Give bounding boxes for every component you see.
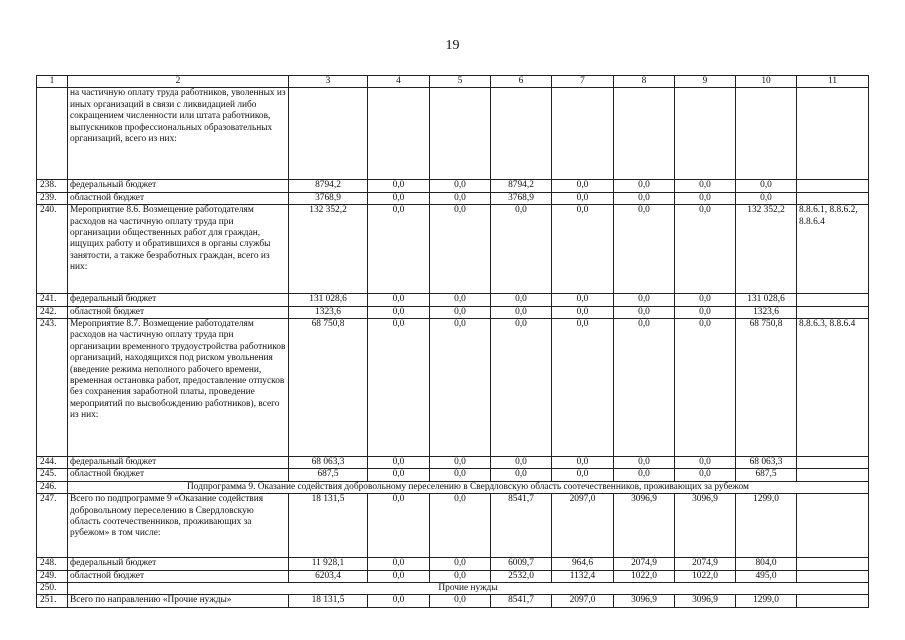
- year-2014-cell: 0,0: [368, 319, 430, 457]
- description-cell: федеральный бюджет: [68, 558, 289, 570]
- column-header: 1: [37, 76, 68, 88]
- column-header: 10: [736, 76, 797, 88]
- year-2014-cell: [368, 88, 430, 180]
- year-2017-cell: 0,0: [552, 457, 614, 469]
- year-2016-cell: [491, 88, 552, 180]
- year-2014-cell: 0,0: [368, 457, 430, 469]
- year-2017-cell: 0,0: [552, 192, 614, 204]
- year-2020-cell: 0,0: [736, 180, 797, 192]
- year-2018-cell: 1022,0: [614, 570, 675, 582]
- year-2020-cell: [736, 88, 797, 180]
- year-2019-cell: 3096,9: [675, 494, 736, 558]
- year-2016-cell: 8541,7: [491, 494, 552, 558]
- year-2014-cell: 0,0: [368, 180, 430, 192]
- indicator-ref-cell: 8.8.6.1, 8.8.6.2, 8.8.6.4: [797, 205, 869, 294]
- description-cell: Всего по подпрограмме 9 «Оказание содействия добровольному переселению в Свердловскую область соотечественников, проживающих за рубежом» в том числе:: [68, 494, 289, 558]
- year-2014-cell: 0,0: [368, 306, 430, 318]
- year-2014-cell: 0,0: [368, 469, 430, 481]
- table-row: [37, 570, 869, 582]
- year-2020-cell: 1299,0: [736, 595, 797, 607]
- indicator-ref-cell: [797, 192, 869, 204]
- column-header: 9: [675, 76, 736, 88]
- year-2018-cell: 0,0: [614, 294, 675, 306]
- year-2020-cell: 131 028,6: [736, 294, 797, 306]
- year-2018-cell: 0,0: [614, 319, 675, 457]
- table-row: [37, 494, 869, 558]
- total-cell: 18 131,5: [289, 494, 368, 558]
- year-2014-cell: 0,0: [368, 294, 430, 306]
- year-2016-cell: 6009,7: [491, 558, 552, 570]
- indicator-ref-cell: [797, 306, 869, 318]
- year-2018-cell: 0,0: [614, 180, 675, 192]
- year-2015-cell: 0,0: [430, 595, 491, 607]
- row-number-cell: 250.: [37, 583, 68, 595]
- year-2019-cell: 0,0: [675, 180, 736, 192]
- description-cell: Всего по направлению «Прочие нужды»: [68, 595, 289, 607]
- total-cell: 6203,4: [289, 570, 368, 582]
- year-2016-cell: 0,0: [491, 319, 552, 457]
- row-number-cell: 246.: [37, 481, 68, 493]
- year-2018-cell: 0,0: [614, 469, 675, 481]
- year-2015-cell: 0,0: [430, 306, 491, 318]
- table-row: [37, 319, 869, 457]
- year-2014-cell: 0,0: [368, 205, 430, 294]
- table-row: [37, 558, 869, 570]
- year-2014-cell: 0,0: [368, 192, 430, 204]
- year-2015-cell: 0,0: [430, 469, 491, 481]
- year-2017-cell: 0,0: [552, 319, 614, 457]
- column-header: 3: [289, 76, 368, 88]
- row-number-cell: 238.: [37, 180, 68, 192]
- year-2015-cell: 0,0: [430, 294, 491, 306]
- year-2018-cell: 0,0: [614, 205, 675, 294]
- row-number-cell: 244.: [37, 457, 68, 469]
- year-2020-cell: 68 750,8: [736, 319, 797, 457]
- year-2017-cell: 1132,4: [552, 570, 614, 582]
- indicator-ref-cell: [797, 180, 869, 192]
- row-number-cell: 251.: [37, 595, 68, 607]
- total-cell: 1323,6: [289, 306, 368, 318]
- year-2020-cell: 495,0: [736, 570, 797, 582]
- column-header: 2: [68, 76, 289, 88]
- year-2016-cell: 2532,0: [491, 570, 552, 582]
- description-cell: областной бюджет: [68, 192, 289, 204]
- table-row: [37, 192, 869, 204]
- column-header: 11: [797, 76, 869, 88]
- table-header-row: [37, 76, 869, 88]
- table-row: [37, 306, 869, 318]
- total-cell: 131 028,6: [289, 294, 368, 306]
- indicator-ref-cell: [797, 595, 869, 607]
- year-2018-cell: 3096,9: [614, 595, 675, 607]
- year-2020-cell: 0,0: [736, 192, 797, 204]
- table-row: [37, 294, 869, 306]
- total-cell: 687,5: [289, 469, 368, 481]
- year-2020-cell: 687,5: [736, 469, 797, 481]
- year-2020-cell: 1299,0: [736, 494, 797, 558]
- year-2015-cell: [430, 88, 491, 180]
- budget-table: [36, 75, 869, 608]
- indicator-ref-cell: [797, 469, 869, 481]
- section-row: [37, 481, 869, 493]
- year-2019-cell: 0,0: [675, 319, 736, 457]
- year-2015-cell: 0,0: [430, 494, 491, 558]
- year-2019-cell: 0,0: [675, 294, 736, 306]
- page-number: 19: [445, 38, 460, 53]
- description-cell: на частичную оплату труда работников, уволенных из иных организаций в связи с ликвидацией либо сокращением численности или штата работников, выпускников профессиональных образовательных организаций, всего из них:: [68, 88, 289, 180]
- row-number-cell: 245.: [37, 469, 68, 481]
- year-2014-cell: 0,0: [368, 494, 430, 558]
- year-2019-cell: 0,0: [675, 469, 736, 481]
- year-2014-cell: 0,0: [368, 558, 430, 570]
- year-2018-cell: 0,0: [614, 306, 675, 318]
- row-number-cell: 249.: [37, 570, 68, 582]
- year-2019-cell: 0,0: [675, 457, 736, 469]
- year-2018-cell: 0,0: [614, 192, 675, 204]
- year-2016-cell: 3768,9: [491, 192, 552, 204]
- section-title-cell: Прочие нужды: [68, 583, 869, 595]
- year-2015-cell: 0,0: [430, 570, 491, 582]
- indicator-ref-cell: [797, 457, 869, 469]
- year-2016-cell: 0,0: [491, 306, 552, 318]
- year-2016-cell: 0,0: [491, 469, 552, 481]
- row-number-cell: 248.: [37, 558, 68, 570]
- table-row: [37, 88, 869, 180]
- year-2015-cell: 0,0: [430, 205, 491, 294]
- table-row: [37, 180, 869, 192]
- year-2019-cell: 0,0: [675, 306, 736, 318]
- column-header: 6: [491, 76, 552, 88]
- year-2016-cell: 0,0: [491, 294, 552, 306]
- section-title-cell: Подпрограмма 9. Оказание содействия добровольному переселению в Свердловскую область соотечественников, проживающих за рубежом: [68, 481, 869, 493]
- year-2019-cell: 2074,9: [675, 558, 736, 570]
- description-cell: федеральный бюджет: [68, 180, 289, 192]
- table-row: [37, 205, 869, 294]
- year-2016-cell: 0,0: [491, 205, 552, 294]
- total-cell: 11 928,1: [289, 558, 368, 570]
- year-2015-cell: 0,0: [430, 319, 491, 457]
- year-2015-cell: 0,0: [430, 192, 491, 204]
- indicator-ref-cell: [797, 494, 869, 558]
- description-cell: Мероприятие 8.7. Возмещение работодателям расходов на частичную оплату труда при организации временного трудоустройства работников организаций, находящихся под риском увольнения (введение режима неполного рабочего времени, временная остановка работ, предоставление отпусков без сохранения заработной платы, проведение мероприятий по высвобождению работников), всего из них:: [68, 319, 289, 457]
- year-2017-cell: 0,0: [552, 180, 614, 192]
- year-2016-cell: 0,0: [491, 457, 552, 469]
- year-2017-cell: 0,0: [552, 469, 614, 481]
- section-row: [37, 583, 869, 595]
- indicator-ref-cell: [797, 294, 869, 306]
- total-cell: 18 131,5: [289, 595, 368, 607]
- year-2015-cell: 0,0: [430, 457, 491, 469]
- column-header: 8: [614, 76, 675, 88]
- row-number-cell: 240.: [37, 205, 68, 294]
- year-2016-cell: 8541,7: [491, 595, 552, 607]
- row-number-cell: 241.: [37, 294, 68, 306]
- total-cell: 8794,2: [289, 180, 368, 192]
- description-cell: областной бюджет: [68, 306, 289, 318]
- total-cell: 68 750,8: [289, 319, 368, 457]
- row-number-cell: 242.: [37, 306, 68, 318]
- year-2017-cell: 0,0: [552, 306, 614, 318]
- indicator-ref-cell: 8.8.6.3, 8.8.6.4: [797, 319, 869, 457]
- table-row: [37, 469, 869, 481]
- row-number-cell: [37, 88, 68, 180]
- year-2016-cell: 8794,2: [491, 180, 552, 192]
- description-cell: Мероприятие 8.6. Возмещение работодателям расходов на частичную оплату труда при организации общественных работ для граждан, ищущих работу и обратившихся в органы службы занятости, а также безработных граждан, всего из них:: [68, 205, 289, 294]
- year-2020-cell: 1323,6: [736, 306, 797, 318]
- year-2019-cell: [675, 88, 736, 180]
- year-2020-cell: 68 063,3: [736, 457, 797, 469]
- year-2017-cell: 2097,0: [552, 595, 614, 607]
- year-2019-cell: 0,0: [675, 192, 736, 204]
- total-cell: 132 352,2: [289, 205, 368, 294]
- year-2014-cell: 0,0: [368, 570, 430, 582]
- row-number-cell: 239.: [37, 192, 68, 204]
- indicator-ref-cell: [797, 570, 869, 582]
- year-2018-cell: 2074,9: [614, 558, 675, 570]
- year-2019-cell: 3096,9: [675, 595, 736, 607]
- table-row: [37, 595, 869, 607]
- year-2017-cell: 964,6: [552, 558, 614, 570]
- column-header: 5: [430, 76, 491, 88]
- row-number-cell: 243.: [37, 319, 68, 457]
- indicator-ref-cell: [797, 558, 869, 570]
- year-2018-cell: 0,0: [614, 457, 675, 469]
- year-2015-cell: 0,0: [430, 558, 491, 570]
- year-2019-cell: 0,0: [675, 205, 736, 294]
- year-2017-cell: 2097,0: [552, 494, 614, 558]
- table-row: [37, 457, 869, 469]
- total-cell: 68 063,3: [289, 457, 368, 469]
- year-2017-cell: [552, 88, 614, 180]
- year-2014-cell: 0,0: [368, 595, 430, 607]
- year-2018-cell: [614, 88, 675, 180]
- description-cell: федеральный бюджет: [68, 294, 289, 306]
- year-2015-cell: 0,0: [430, 180, 491, 192]
- indicator-ref-cell: [797, 88, 869, 180]
- column-header: 7: [552, 76, 614, 88]
- column-header: 4: [368, 76, 430, 88]
- total-cell: [289, 88, 368, 180]
- description-cell: областной бюджет: [68, 469, 289, 481]
- description-cell: федеральный бюджет: [68, 457, 289, 469]
- year-2017-cell: 0,0: [552, 205, 614, 294]
- description-cell: областной бюджет: [68, 570, 289, 582]
- year-2020-cell: 804,0: [736, 558, 797, 570]
- year-2019-cell: 1022,0: [675, 570, 736, 582]
- year-2020-cell: 132 352,2: [736, 205, 797, 294]
- year-2018-cell: 3096,9: [614, 494, 675, 558]
- year-2017-cell: 0,0: [552, 294, 614, 306]
- row-number-cell: 247.: [37, 494, 68, 558]
- total-cell: 3768,9: [289, 192, 368, 204]
